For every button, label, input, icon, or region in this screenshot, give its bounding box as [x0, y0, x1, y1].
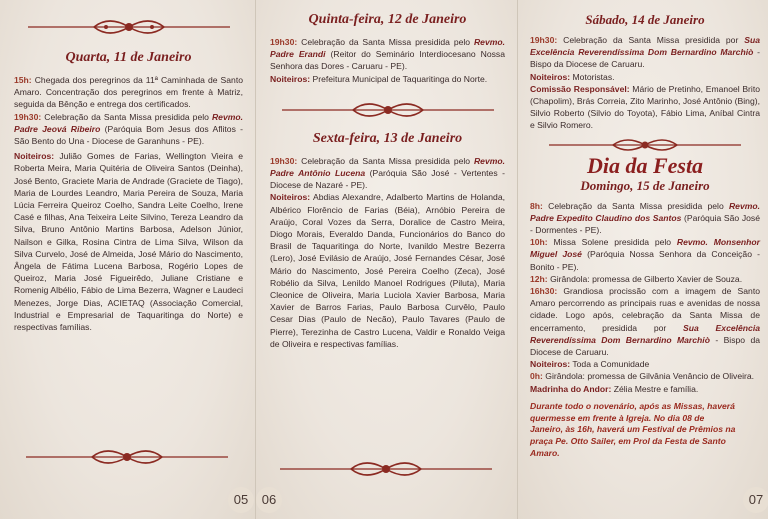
event-time: 16h30:: [530, 286, 558, 297]
event-time: 10h:: [530, 237, 548, 248]
day-heading: Quinta-feira, 12 de Janeiro: [308, 12, 467, 27]
presider-parish: (Reitor do Seminário Interdiocesano Nossa Senhora das Dores - Caruaru - PE).: [270, 49, 505, 72]
page-number: 06: [256, 487, 282, 513]
comissao-names: Mário de Pretinho, Emanoel Brito (Chapolim), Brás Correia, Zito Marinho, José Antônio (Bing), Silvio Roberto (Silvio do Toyota), Fábio Lima, Aníbal Cintra e Silvio Romero.: [530, 83, 760, 131]
event-time: 19h30:: [270, 155, 298, 166]
noiteiros-text: [530, 358, 760, 370]
event-time: 8h:: [530, 200, 543, 211]
event-description: Grandiosa procissão com a imagem de Santo Amaro percorrendo as principais ruas e avenidas de nossa cidade.: [530, 286, 760, 321]
event-text: [530, 200, 760, 237]
noiteiros-names: Motoristas.: [572, 71, 615, 82]
festival-date: Domingo, 15 de Janeiro: [580, 177, 710, 193]
presider-name: Revmo. Padre Erandi: [270, 37, 506, 60]
presider-name: Revmo. Padre Jeová Ribeiro: [14, 111, 244, 134]
presider-name: Revmo. Padre Expedito Claudino dos Santos: [530, 200, 760, 223]
page-number: 07: [743, 487, 768, 513]
presider-parish: (Paróquia Bom Jesus dos Aflitos - São Bento do Una - Diocese de Garanhuns - PE).: [14, 123, 243, 147]
event-description: Girândola: promessa de Gilberto Xavier de Souza.: [550, 273, 743, 284]
festival-title: Dia da Festa: [586, 152, 704, 178]
presider-parish: (Paróquia São José - Dormentes - PE).: [530, 212, 760, 236]
page-07: [517, 0, 768, 519]
event-time: 19h30:: [14, 111, 42, 122]
presider-name: Sua Excelência Reverendíssima Dom Bernardino Marchiò: [530, 322, 760, 345]
event-text: [14, 74, 243, 111]
presider-parish: (Paróquia São José - Vertentes - Diocese de Nazaré - PE).: [270, 168, 505, 191]
event-description: Celebração da Santa Missa presidida pelo: [301, 155, 471, 166]
ornament-divider-icon: [545, 136, 745, 154]
page-number: 05: [228, 487, 254, 513]
event-text: [530, 370, 760, 382]
noiteiros-names: Toda a Comunidade: [572, 359, 650, 370]
event-description: Celebração da Santa Missa presidida pelo: [548, 200, 724, 211]
event-description: Celebração da Santa Missa presidida por: [563, 35, 739, 45]
event-time: 19h30:: [270, 37, 298, 47]
ornament-divider-icon: [278, 99, 498, 121]
event-time: 0h:: [530, 371, 543, 382]
presider-name: Revmo. Padre Antônio Lucena: [270, 155, 506, 179]
event-text: [270, 36, 505, 73]
presider-name: Revmo. Monsenhor Miguel José: [530, 237, 760, 260]
event-text: [530, 273, 760, 285]
event-description: Girândola: promessa de Gilvânia Venâncio de Oliveira.: [545, 371, 755, 382]
page-05: [0, 0, 255, 519]
page-06: [255, 0, 517, 519]
event-description: Missa Solene presidida pelo: [553, 237, 672, 248]
madrinha-text: [530, 383, 760, 395]
ornament-divider-icon: [22, 446, 232, 468]
noiteiros-text: [530, 71, 760, 83]
noiteiros-label: Noiteiros:: [270, 73, 311, 84]
event-text: [530, 236, 760, 273]
madrinha-name: Zélia Mestre e família.: [613, 383, 699, 394]
event-description: Celebração da Santa Missa presidida pelo: [301, 37, 471, 47]
event-time: 12h:: [530, 273, 548, 284]
presider-name: Sua Excelência Reverendíssima Dom Bernardino Marchiò: [530, 35, 760, 58]
noiteiros-label: Noiteiros:: [530, 359, 571, 370]
noiteiros-label: Noiteiros:: [14, 151, 55, 162]
comissao-label: Comissão Responsável:: [530, 83, 630, 94]
noiteiros-names: Prefeitura Municipal de Taquaritinga do Norte.: [312, 73, 488, 84]
festival-note: Durante todo o novenário, após as Missas, haverá quermesse em frente à Igreja. No dia 08 de Janeiro, às 16h, haverá um Festival de Prêmios na praça Pe. Otto Sailer, em Prol da Festa de Santo Amaro.: [530, 400, 736, 459]
event-time: 19h30:: [530, 35, 558, 45]
event-description: Logo após, celebração da Santa Missa de encerramento, presidida por: [530, 310, 760, 333]
event-text: [530, 34, 760, 71]
event-text: [14, 111, 243, 148]
event-text: [270, 155, 505, 192]
noiteiros-label: Noiteiros:: [530, 71, 571, 82]
ornament-divider-icon: [276, 458, 496, 480]
noiteiros-label: Noiteiros:: [270, 192, 311, 203]
madrinha-label: Madrinha do Andor:: [530, 383, 612, 394]
event-time: 15h:: [14, 75, 32, 85]
presider-parish: (Paróquia Nossa Senhora da Conceição - Bonito - PE).: [530, 249, 761, 272]
event-description: Chegada dos peregrinos da 11ª Caminhada de Santo Amaro. Concentração dos peregrinos em frente à Matriz, seguida da Bênção e entrega dos certificados.: [14, 75, 243, 110]
day-heading: Sexta-feira, 13 de Janeiro: [312, 130, 463, 146]
noiteiros-text: [270, 191, 505, 350]
comissao-text: [530, 83, 760, 132]
noiteiros-text: [270, 73, 505, 85]
noiteiros-names: Julião Gomes de Farias, Wellington Vieira e Roberta Meira, Maria Quitéria de Oliveira Santos (Deinha), José Bento, Graciete Maria de Andrade (Graciete de Tiago), Maria de Lourdes Leandro, Maria Pereira de Souza, Maria Lúcia Ferreira Queiroz Coelho, Sandra Leite Coelho, Irene Casé e filhas, Ana Teixeira Leite Silvino, Tereza Leandro da Silva, Bruno Antônio Martins Barbosa, Adelson Júnior, Nailson e Gilka, Rosina Cintra de Lima Silva, Wilson da Silva Curvelo, José de Almeida, José Mário do Nascimento, Ângela de Fátima Lucena Barbosa, Rogério Lopes de Queiroz, Maria José Figueirêdo, Juliane Cristiane e Romenig Albélio, Fábio de Lima Bezerra, Wagner e Laudeci Menezes, Jorge Dias, ACIETAQ (Associação Comercial, Industrial e Empresarial de Taquaritinga do Norte) e respectivas famílias.: [14, 151, 243, 333]
day-heading: Quarta, 11 de Janeiro: [65, 50, 192, 65]
presider-parish: - Bispo da Diocese de Caruaru.: [530, 334, 761, 358]
noiteiros-names: Abdias Alexandre, Adalberto Martins de Holanda, Albérico Florêncio de Farias (Béia), Arnóbio Pereira de Araújo, Coral Vozes da Serra, Doralice de Castro Meira, Diogo Morais, Everaldo Danda, Funcionários do Banco do Brasil de Taquaritinga do Norte, Ivanildo Mestre Bezerra (Lero), José Evilásio de Araújo, José Fernandes César, José Mário do Nascimento, José Pereira Coelho (Zeca), José Robélio da Silva, Lenildo Manoel Rodrigues (Piluta), Maria Cleonice de Oliveira, Maria Luciola Xavier Barbosa, Maria Xavier de Barros Farias, Paulo Barbosa Curvêlo, Paulo Cesar Dias (Paulo de Necão), Paulo Tavares (Paulo de Pierre), Terezinha de Castro Lucena, Valdir e Ronaldo Veiga de Oliveira e respectivas famílias.: [270, 192, 505, 349]
event-text: [530, 285, 760, 358]
event-description: Celebração da Santa Missa presidida pelo: [44, 111, 209, 122]
day-heading: Sábado, 14 de Janeiro: [585, 12, 705, 27]
noiteiros-text: [14, 150, 243, 333]
presider-parish: - Bispo da Diocese de Caruaru.: [530, 47, 760, 70]
ornament-divider-icon: [24, 16, 234, 38]
